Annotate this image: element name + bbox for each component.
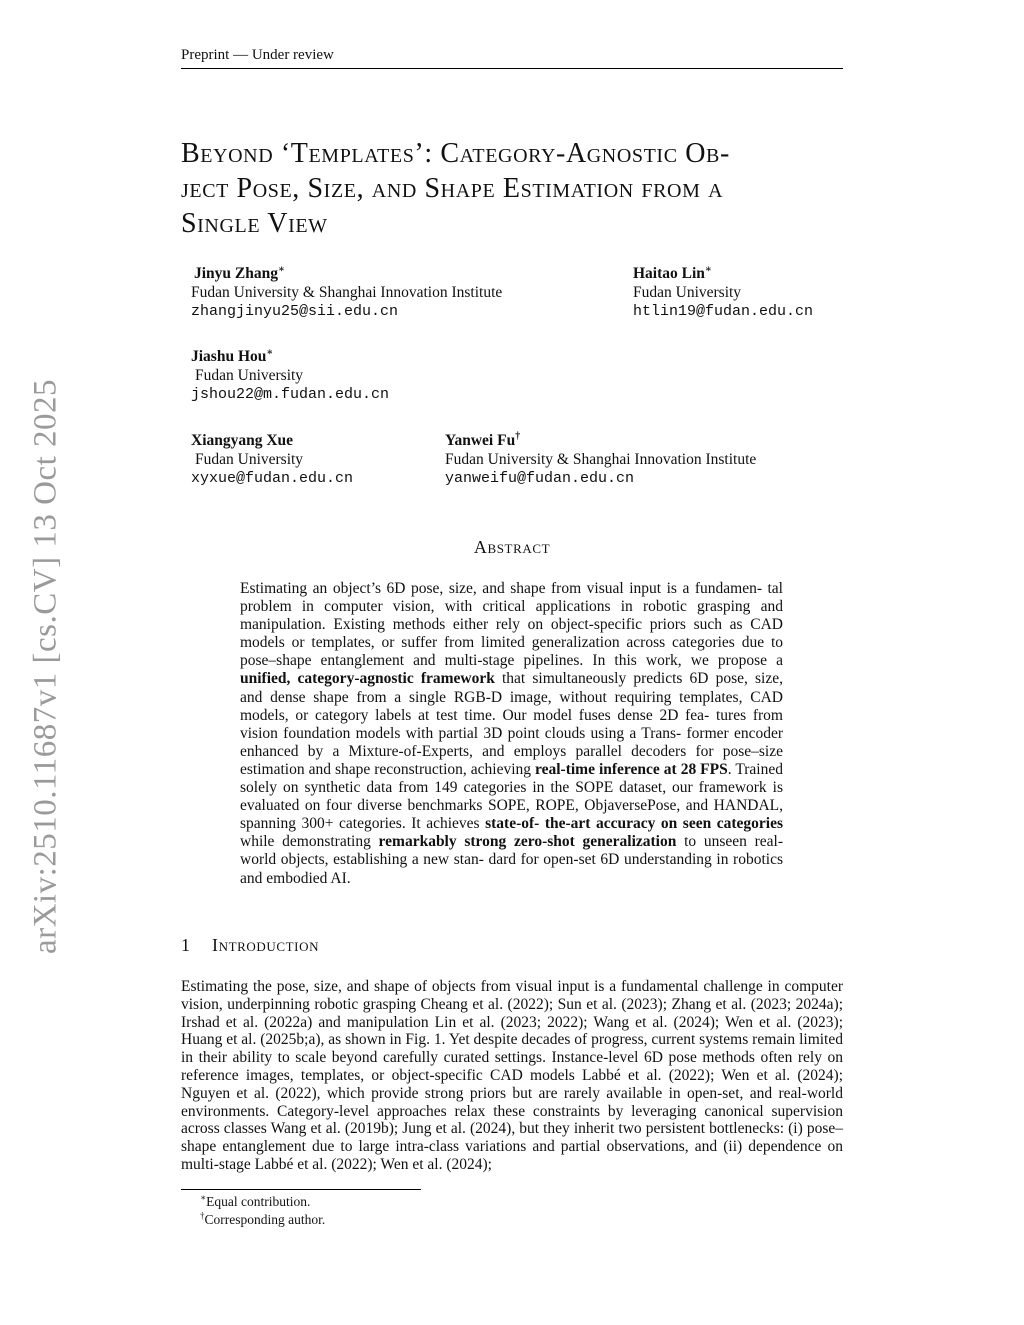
author-block [633,264,813,321]
running-header: Preprint — Under review [181,47,334,63]
section-heading [181,935,319,956]
author-name: Jinyu Zhang∗ [194,263,285,282]
author-block [191,264,502,321]
author-name: Xiangyang Xue [191,432,294,449]
title-line-2: ject Pose, Size, and Shape Estimation from a [181,173,724,204]
arxiv-sidebar [27,372,64,958]
abstract-text: Estimating an object’s 6D pose, size, and shape from visual input is a fundamen- tal problem in computer vision, with critical applications in robotic grasping and manipulation. Existing methods either rely on object-specific priors such as CAD models or templates, or suffer from limited generalization across categories due to pose–shape entanglement and multi-stage pipelines. In this work, we propose a unified, category-agnostic framework that simultaneously predicts 6D pose, size, and dense shape from a single RGB-D image, without requiring templates, CAD models, or category labels at test time. Our model fuses dense 2D fea- tures from vision foundation models with partial 3D point clouds using a Trans- former encoder enhanced by a Mixture-of-Experts, and employs parallel decoders for pose–size estimation and shape reconstruction, achieving real-time inference at 28 FPS. Trained solely on synthetic data from 149 categories in the SOPE dataset, our framework is evaluated on four diverse benchmarks SOPE, ROPE, ObjaversePose, and HANDAL, spanning 300+ categories. It achieves state-of- the-art accuracy on seen categories while demonstrating remarkably strong zero-shot generalization to unseen real-world objects, establishing a new stan- dard for open-set 6D understanding in robotics and embodied AI. [240,580,784,887]
author-affiliation: Fudan University [195,451,304,468]
footnote: †Corresponding author. [200,1210,326,1227]
title-line-3: Single View [181,208,328,239]
author-email[interactable]: zhangjinyu25@sii.edu.cn [191,303,399,320]
author-email[interactable]: jshou22@m.fudan.edu.cn [191,386,390,403]
header-rule [181,68,843,69]
author-email[interactable]: xyxue@fudan.edu.cn [191,470,354,487]
arxiv-identifier: arXiv:2510.11687v1 [cs.CV] 13 Oct 2025 [27,378,64,955]
title-line-1: Beyond ‘Templates’: Category-Agnostic Ob- [181,138,730,169]
footnote-rule [181,1189,421,1190]
introduction-text: Estimating the pose, size, and shape of objects from visual input is a fundamental challenge in computer vision, underpinning robotic grasping Cheang et al. (2022); Sun et al. (2023); Zhang et al. (2023; 2024a); Irshad et al. (2022a) and manipulation Lin et al. (2023; 2022); Wang et al. (2024); Wen et al. (2023); Huang et al. (2025b;a), as shown in Fig. 1. Yet despite decades of progress, current systems remain limited in their ability to scale beyond carefully curated settings. Instance-level 6D pose methods often rely on reference images, templates, or object-specific CAD models Labbé et al. (2022); Wen et al. (2024); Nguyen et al. (2022), which provide strong priors but are rarely available in open-set, and real-world environments. Category-level approaches relax these constraints by leveraging canonical supervision across classes Wang et al. (2019b); Jung et al. (2024), but they inherit two persistent bottlenecks: (i) pose–shape entanglement due to large intra-class variations and partial observations, and (ii) dependence on multi-stage Labbé et al. (2022); Wen et al. (2024); [181,978,843,1173]
author-name: Yanwei Fu† [445,430,521,449]
section-number: 1 [181,935,191,955]
author-affiliation: Fudan University & Shanghai Innovation Institute [445,451,757,468]
author-email[interactable]: yanweifu@fudan.edu.cn [445,470,635,487]
paper-title [181,136,843,241]
author-block [191,347,389,404]
author-block [445,431,756,488]
author-affiliation: Fudan University [633,284,742,301]
author-affiliation: Fudan University & Shanghai Innovation Institute [191,284,503,301]
author-name: Haitao Lin∗ [633,263,712,282]
author-affiliation: Fudan University [195,367,304,384]
author-name: Jiashu Hou∗ [191,346,274,365]
author-email[interactable]: htlin19@fudan.edu.cn [633,303,814,320]
footnote: ∗Equal contribution. [200,1192,311,1209]
section-title: Introduction [212,935,320,955]
abstract-heading: Abstract [473,537,551,557]
footnotes [200,1193,325,1229]
author-block [191,431,353,488]
